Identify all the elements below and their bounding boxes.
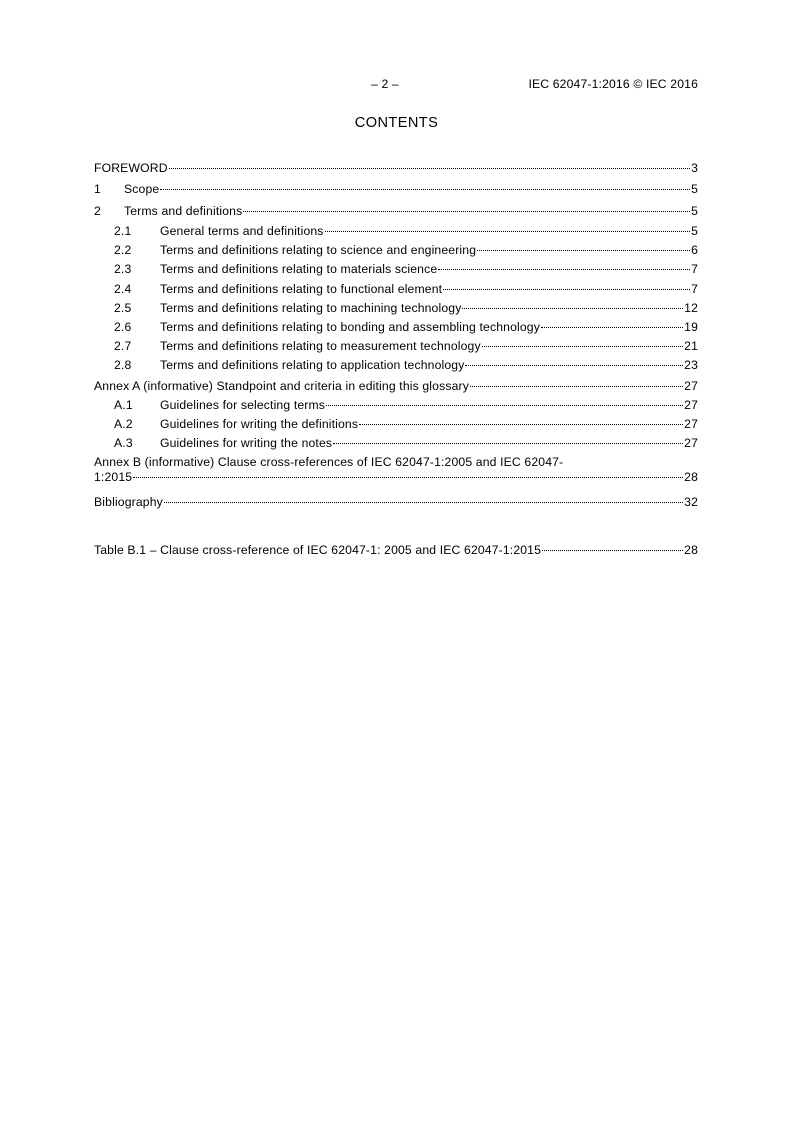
toc-entry-title: Annex A (informative) Standpoint and criteria in editing this glossary (94, 378, 469, 393)
toc-entry-title: Guidelines for selecting terms (160, 397, 326, 412)
toc-leader-dots (438, 268, 690, 270)
table-entry-title: Table B.1 – Clause cross-reference of IEC 62047-1: 2005 and IEC 62047-1:2015 (94, 543, 542, 557)
toc-subentry[interactable] (94, 280, 698, 299)
toc-leader-dots (325, 230, 691, 232)
toc-entry-number: 2.2 (114, 243, 132, 258)
toc-entry-page: 19 (684, 319, 698, 334)
toc-entry-title: Terms and definitions relating to measurement technology (160, 339, 481, 354)
toc-entry-continuation (94, 470, 698, 485)
toc-entry-number: A.1 (114, 397, 133, 412)
toc-entry-number: 2.7 (114, 339, 132, 354)
toc-leader-dots (160, 188, 690, 190)
toc-entry-number: 2.5 (114, 300, 132, 315)
toc-leader-dots (164, 501, 683, 503)
toc-subentry[interactable] (94, 415, 698, 434)
toc-entry-page: 5 (691, 204, 698, 218)
toc-entry-number: 1 (94, 182, 101, 196)
toc-entry-page: 32 (684, 495, 698, 510)
toc-entry-title: General terms and definitions (160, 224, 324, 238)
toc-leader-dots (169, 167, 690, 169)
toc-entry-annex-a[interactable] (94, 376, 698, 396)
toc-entry-page: 27 (684, 378, 698, 393)
toc-entry-number: 2.3 (114, 262, 132, 277)
toc-leader-dots (465, 364, 683, 366)
table-entry[interactable] (94, 539, 698, 561)
toc-entry-title: Annex B (informative) Clause cross-references of IEC 62047-1:2005 and IEC 62047- (94, 455, 564, 470)
toc-entry-number: A.3 (114, 435, 133, 450)
toc-entry-page: 27 (684, 416, 698, 431)
toc-entry-title: Terms and definitions (124, 204, 243, 218)
toc-entry-page: 27 (684, 435, 698, 450)
toc-subentry[interactable] (94, 356, 698, 375)
toc-leader-dots (243, 210, 690, 212)
toc-subentry[interactable] (94, 337, 698, 356)
toc-entry-title: Terms and definitions relating to materials science (160, 262, 438, 277)
table-of-contents (94, 157, 698, 513)
toc-entry-foreword[interactable] (94, 157, 698, 179)
table-entry-page: 28 (684, 543, 698, 557)
toc-subentry[interactable] (94, 260, 698, 279)
toc-entry-number: 2.4 (114, 281, 132, 296)
toc-entry-title: FOREWORD (94, 161, 168, 175)
toc-entry-title: Terms and definitions relating to science and engineering (160, 243, 477, 258)
annex-a-subsection-list (94, 396, 698, 454)
toc-entry-page: 5 (691, 182, 698, 196)
toc-subentry[interactable] (94, 434, 698, 453)
toc-entry-title: Bibliography (94, 495, 163, 510)
toc-entry-annex-b[interactable] (94, 453, 698, 491)
toc-entry-title: Guidelines for writing the definitions (160, 416, 359, 431)
subsection-list (94, 222, 698, 376)
toc-subentry[interactable] (94, 299, 698, 318)
toc-entry-page: 21 (684, 339, 698, 354)
toc-entry-page: 27 (684, 397, 698, 412)
toc-leader-dots (333, 442, 683, 444)
toc-entry-page: 7 (691, 281, 698, 296)
toc-entry-page: 12 (684, 300, 698, 315)
toc-leader-dots (133, 476, 683, 478)
toc-leader-dots (541, 326, 683, 328)
toc-entry-title: Terms and definitions relating to bonding and assembling technology (160, 319, 540, 334)
toc-entry-title: Scope (124, 182, 160, 196)
toc-entry-bibliography[interactable] (94, 491, 698, 513)
toc-entry-number: 2.8 (114, 358, 132, 373)
toc-entry-title: Terms and definitions relating to machining technology (160, 300, 462, 315)
toc-entry-page: 23 (684, 358, 698, 373)
toc-entry-number: A.2 (114, 416, 133, 431)
toc-leader-dots (470, 385, 683, 387)
document-identifier: IEC 62047-1:2016 © IEC 2016 (528, 77, 698, 91)
toc-entry-title: Terms and definitions relating to functional element (160, 281, 443, 296)
toc-leader-dots (462, 307, 683, 309)
contents-title: CONTENTS (354, 115, 439, 131)
toc-entry-number: 2.1 (114, 224, 132, 238)
toc-leader-dots (542, 549, 683, 551)
toc-leader-dots (359, 423, 683, 425)
toc-leader-dots (443, 288, 690, 290)
toc-entry-number: 2.6 (114, 319, 132, 334)
toc-subentry[interactable] (94, 318, 698, 337)
toc-entry-page: 5 (691, 224, 698, 238)
toc-leader-dots (477, 249, 690, 251)
toc-entry-title-continued: 1:2015 (94, 470, 133, 485)
toc-entry-title: Guidelines for writing the notes (160, 435, 333, 450)
toc-entry-page: 3 (691, 161, 698, 175)
toc-leader-dots (326, 404, 683, 406)
page-header: – 2 – IEC 62047-1:2016 © IEC 2016 (371, 77, 698, 91)
toc-subentry[interactable] (94, 241, 698, 260)
list-of-tables (94, 539, 698, 561)
toc-subentry[interactable] (94, 396, 698, 415)
toc-entry-page: 6 (691, 243, 698, 258)
toc-entry-number: 2 (94, 204, 101, 218)
toc-entry-page: 7 (691, 262, 698, 277)
toc-entry-title: Terms and definitions relating to application technology (160, 358, 465, 373)
toc-entry-page: 28 (684, 470, 698, 485)
toc-entry-scope[interactable] (94, 179, 698, 200)
toc-entry-terms[interactable] (94, 200, 698, 222)
toc-leader-dots (482, 345, 683, 347)
toc-subentry[interactable] (94, 222, 698, 241)
